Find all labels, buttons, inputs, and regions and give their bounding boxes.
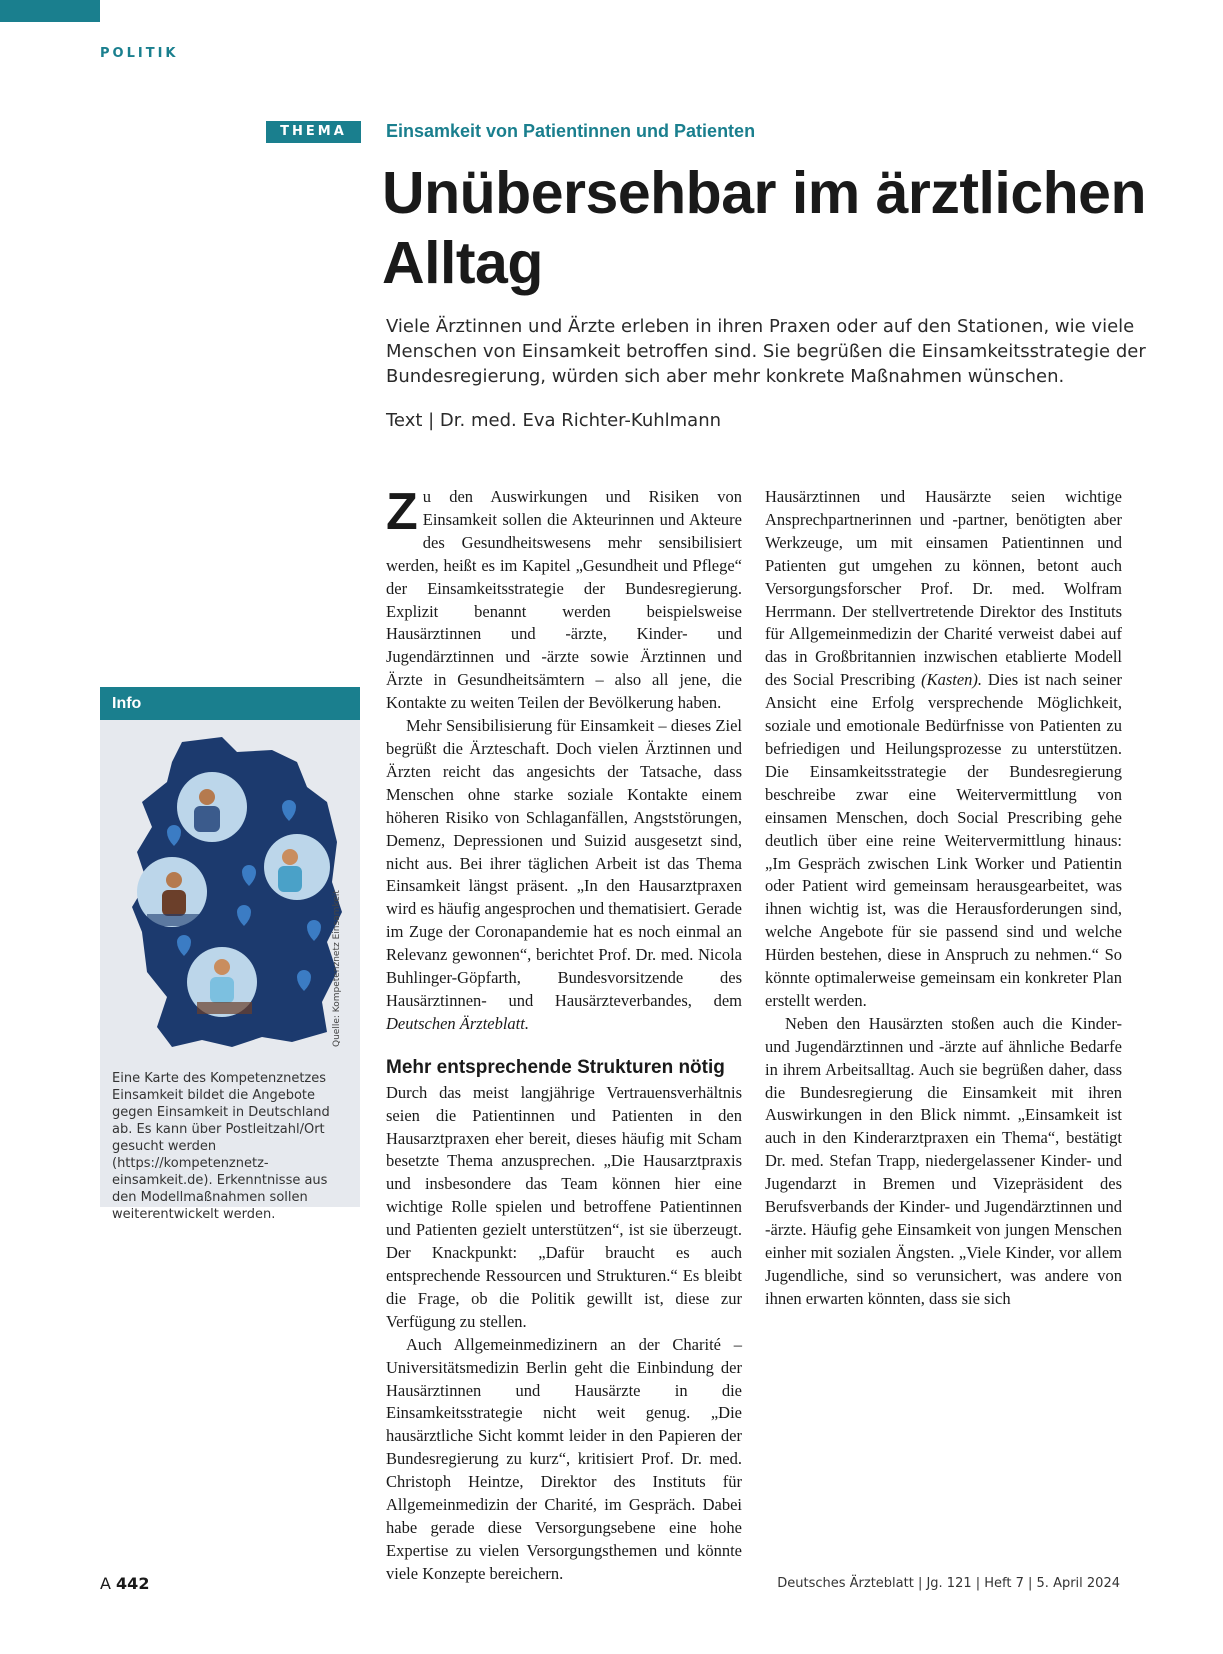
page-number-value: 442: [116, 1574, 150, 1593]
thema-badge: THEMA: [266, 121, 361, 143]
paragraph-4: Auch Allgemeinmedizinern an der Charité – Universitätsmedizin Berlin geht die Einbindung der Hausärztinnen und Hausärzte in die Einsamkeitsstrategie nicht weit genug. „Die hausärztliche Sicht kommt leider in den Papieren der Bundesregierung zu kurz“, kritisiert Prof. Dr. med. Christoph Heintze, Direktor des Instituts für Allgemeinmedizin der Charité, im Gespräch. Dabei habe gerade diese Versorgungsebene eine hohe Expertise zu vielen Versorgungsthemen und könnte viele Konzepte bereichern.: [386, 1334, 742, 1583]
paragraph-6: Neben den Hausärzten stoßen auch die Kinder- und Jugendärztinnen und -ärzte auf ähnliche Bedarfe in ihrem Arbeitsalltag. Auch sie begrüßen daher, dass die Bundesregierung die Einsamkeit mit ihren Auswirkungen in den Blick nimmt. „Einsamkeit ist auch in den Kinderarztpraxen ein Thema“, bestätigt Dr. med. Stefan Trapp, niedergelassener Kinder- und Jugendarzt in Bremen und Vizepräsident des Berufsverbands der Kinder- und Jugendärztinnen und -ärzte. Häufig gehe Einsamkeit von jungen Menschen einher mit sozialen Ängsten. „Viele Kinder, vor allem Jugendliche, sind so verunsichert, was andere von ihnen erwarten könnten, dass sie sich: [765, 1013, 1122, 1308]
paragraph-3: Durch das meist langjährige Vertrauensverhältnis seien die Patientinnen und Patienten in den Hausarztpraxen eher bereit, dieses häufig mit Scham besetzte Thema anzusprechen. „Die Hausarztpraxis und insbesondere das Team können hier eine wichtige Rolle spielen und betroffene Patientinnen und Patienten gezielt unterstützen“, ist sie überzeugt. Der Knackpunkt: „Dafür braucht es auch entsprechende Ressourcen und Strukturen.“ Es bleibt die Frage, ob die Politik gewillt ist, diese zur Verfügung zu stellen.: [386, 1082, 742, 1331]
journal-info: Deutsches Ärzteblatt | Jg. 121 | Heft 7 | 5. April 2024: [777, 1576, 1120, 1591]
paragraph-5: [765, 486, 1122, 1013]
section-label: POLITIK: [100, 46, 179, 61]
body-column-1: [386, 483, 742, 1586]
drop-cap: Z: [386, 483, 418, 541]
body-column-2: [765, 486, 1122, 1311]
headline: Unübersehbar im ärztlichen Alltag: [382, 160, 1147, 296]
paragraph-5-text-a: Hausärztinnen und Hausärzte seien wichtige Ansprechpartnerinnen und -partner, benötigten aber Werkzeuge, um mit einsamen Patientinnen und Patienten gut umgehen zu können, betont auch Versorgungsforscher Prof. Dr. med. Wolfram Herrmann. Der stellvertretende Direktor des Instituts für Allgemeinmedizin der Charité verweist dabei auf das in Großbritannien inzwischen etablierte Modell des Social Prescribing: [765, 487, 1122, 690]
germany-map-illustration: [112, 732, 352, 1062]
publication-name: Deutschen Ärzteblatt.: [386, 1013, 529, 1033]
paragraph-1: [386, 483, 742, 715]
info-header: Info: [100, 687, 360, 720]
box-reference: (Kasten).: [921, 670, 983, 690]
paragraph-2: [386, 715, 742, 1036]
page-number: [100, 1574, 149, 1593]
paragraph-5-text-b: Dies ist nach seiner Ansicht eine Erfolg versprechende Möglichkeit, soziale und emotionale Bedürfnisse von Patienten zu befriedigen und Heilungsprozesse zu unterstützen. Die Einsamkeitsstrategie der Bundesregierung beschreibe zwar eine Weitervermittlung von einsamen Menschen, doch Social Prescribing gehe deutlich über eine reine Weitervermittlung hinaus: „Im Gespräch zwischen Link Worker und Patientin oder Patient wird gemeinsam herausgearbeitet, was ihnen wichtig ist, was die Herausforderungen sind, welche Angebote für sie passend sind und welche Hürden bestehen, diese in Anspruch zu nehmen.“ So könnte optimalerweise gemeinsam ein konkreter Plan erstellt werden.: [765, 670, 1122, 1010]
paragraph-1-text: u den Auswirkungen und Risiken von Einsamkeit sollen die Akteurinnen und Akteure des Gesundheitswesens mehr sensibilisiert werden, heißt es im Kapitel „Gesundheit und Pflege“ der Einsamkeitsstrategie der Bundesregierung. Explizit benannt werden beispielsweise Hausärztinnen und -ärzte, Kinder- und Jugendärztinnen und -ärzte sowie Ärztinnen und Ärzte in Gesundheitsämtern – also all jene, die Kontakte zu weiten Teilen der Bevölkerung haben.: [386, 487, 742, 713]
top-accent-bar: [0, 0, 100, 22]
paragraph-2-text: Mehr Sensibilisierung für Einsamkeit – dieses Ziel begrüßt die Ärzteschaft. Doch vielen Ärztinnen und Ärzten reicht das angesichts der Tatsache, dass Menschen ohne starke soziale Kontakte einem höheren Risiko von Schlaganfällen, Angststörungen, Demenz, Depressionen und Suizid ausgesetzt sind, nicht aus. Bei ihrer täglichen Arbeit ist das Thema Einsamkeit längst präsent. „In den Hausarztpraxen wird es häufig angesprochen und thematisiert. Gerade im Zuge der Coronapandemie hat es noch einmal an Relevanz gewonnen“, berichtet Prof. Dr. med. Nicola Buhlinger-Göpfarth, Bundesvorsitzende des Hausärztinnen- und Hausärzteverbandes, dem: [386, 716, 742, 1010]
subheading: Mehr entsprechende Strukturen nötig: [386, 1056, 725, 1078]
kicker: Einsamkeit von Patientinnen und Patienten: [386, 121, 756, 141]
byline: Text | Dr. med. Eva Richter-Kuhlmann: [386, 410, 722, 431]
info-caption: Eine Karte des Kompetenznetzes Einsamkeit bildet die Angebote gegen Einsamkeit in Deutschland ab. Es kann über Postleitzahl/Ort gesucht werden (https://kompetenznetz-einsamkeit.de). Erkenntnisse aus den Modellmaßnahmen sollen weiterentwickelt werden.: [112, 1071, 330, 1222]
info-image-source: Quelle: Kompetenznetz Einsamkeit: [332, 890, 342, 1047]
lead-paragraph: Viele Ärztinnen und Ärzte erleben in ihren Praxen oder auf den Stationen, wie viele Menschen von Einsamkeit betroffen sind. Sie begrüßen die Einsamkeitsstrategie der Bundesregierung, würden sich aber mehr konkrete Maßnahmen wünschen.: [386, 316, 1146, 387]
page-prefix: A: [100, 1574, 111, 1593]
info-box: [100, 687, 360, 1222]
